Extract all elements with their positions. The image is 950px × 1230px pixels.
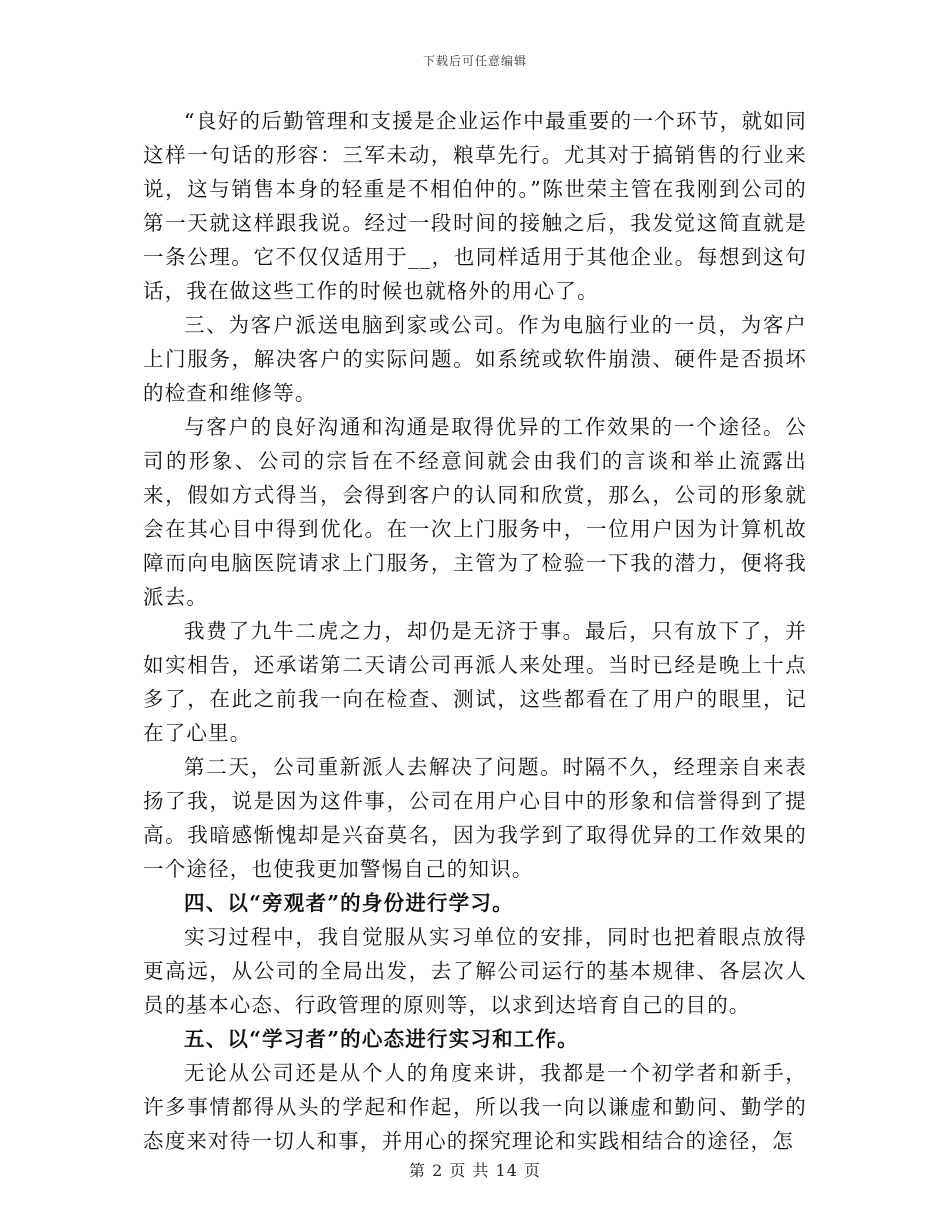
paragraph-repair-attempt: 我费了九牛二虎之力，却仍是无济于事。最后，只有放下了，并如实相告，还承诺第二天请公司再派人来处理。当时已经是晚上十点多了，在此之前我一向在检查、测试，这些都看在了用户的眼里，记在了心里。	[143, 619, 807, 745]
document-body	[143, 104, 807, 1158]
header-note: 下载后可任意编辑	[422, 54, 527, 68]
paragraph-observer-learning: 实习过程中，我自觉服从实习单位的安排，同时也把着眼点放得更高远，从公司的全局出发，去了解公司运行的基本规律、各层次人员的基本心态、行政管理的原则等，以求到达培育自己的目的。	[143, 925, 807, 1017]
paragraph-learner-attitude: 无论从公司还是从个人的角度来讲，我都是一个初学者和新手，许多事情都得从头的学起和作起，所以我一向以谦虚和勤问、勤学的态度来对待一切人和事，并用心的探究理论和实践相结合的途径，怎	[143, 1061, 807, 1153]
heading-section-four: 四、以“旁观者”的身份进行学习。	[184, 891, 514, 915]
page-number: 第 2 页 共 14 页	[409, 1161, 541, 1180]
paragraph-logistics-quote: “良好的后勤管理和支援是企业运作中最重要的一个环节，就如同这样一句话的形容：三军未动，粮草先行。尤其对于搞销售的行业来说，这与销售本身的轻重是不相伯仲的。”陈世荣主管在我刚到公司的第一天就这样跟我说。经过一段时间的接触之后，我发觉这简直就是一条公理。它不仅仅适用于__，也同样适用于其他企业。每想到这句话，我在做这些工作的时候也就格外的用心了。	[143, 109, 807, 303]
paragraph-customer-communication: 与客户的良好沟通和沟通是取得优异的工作效果的一个途径。公司的形象、公司的宗旨在不经意间就会由我们的言谈和举止流露出来，假如方式得当，会得到客户的认同和欣赏，那么，公司的形象就会在其心目中得到优化。在一次上门服务中，一位用户因为计算机故障而向电脑医院请求上门服务，主管为了检验一下我的潜力，便将我派去。	[143, 415, 807, 609]
paragraph-second-day: 第二天，公司重新派人去解决了问题。时隔不久，经理亲自来表扬了我，说是因为这件事，公司在用户心目中的形象和信誉得到了提高。我暗感惭愧却是兴奋莫名，因为我学到了取得优异的工作效果的一个途径，也使我更加警惕自己的知识。	[143, 755, 807, 881]
heading-section-five: 五、以“学习者”的心态进行实习和工作。	[184, 1027, 579, 1051]
paragraph-section-three: 三、为客户派送电脑到家或公司。作为电脑行业的一员，为客户上门服务，解决客户的实际问题。如系统或软件崩溃、硬件是否损坏的检查和维修等。	[143, 313, 807, 405]
